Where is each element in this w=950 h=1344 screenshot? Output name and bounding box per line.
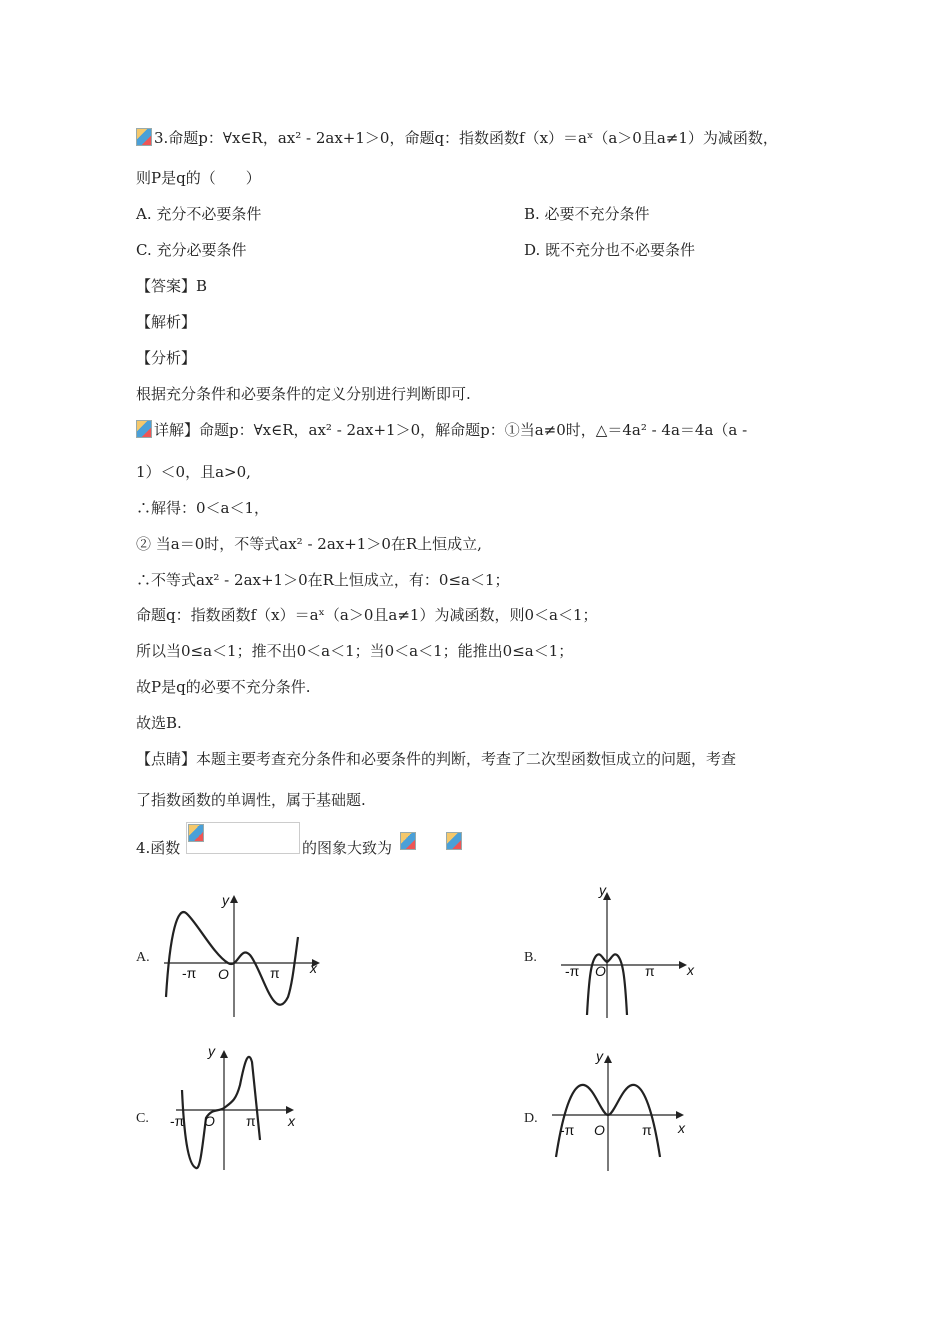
neg-pi-label: -π bbox=[182, 965, 197, 981]
neg-pi-label: -π bbox=[560, 1122, 575, 1138]
q3-analysis: 根据充分条件和必要条件的定义分别进行判断即可. bbox=[136, 385, 471, 403]
q3-detail-line: 详解】命题p：∀x∈R，ax² - 2ax+1＞0，解命题p：①当a≠0时，△＝4a² - 4a＝4a（a - bbox=[136, 420, 747, 440]
image-placeholder-icon bbox=[136, 128, 152, 146]
graph-c bbox=[170, 1040, 310, 1175]
q4-option-b: B. bbox=[524, 950, 537, 965]
origin-label: O bbox=[218, 966, 229, 982]
q3-detail-line: 故P是q的必要不充分条件. bbox=[136, 678, 311, 696]
pi-label: π bbox=[642, 1122, 652, 1138]
x-label: x bbox=[310, 960, 317, 976]
q4-option-c: C. bbox=[136, 1111, 149, 1126]
q4-stem-prefix: 4.函数 bbox=[136, 839, 181, 857]
q4-option-a: A. bbox=[136, 950, 150, 965]
q3-detail-line: 1）＜0，且a>0, bbox=[136, 463, 251, 481]
image-placeholder-icon bbox=[400, 832, 416, 850]
q4-stem-suffix: 的图象大致为 bbox=[302, 839, 393, 857]
broken-image-icon bbox=[136, 420, 152, 438]
x-label: x bbox=[678, 1120, 685, 1136]
origin-label: O bbox=[204, 1113, 215, 1129]
pi-label: π bbox=[270, 965, 280, 981]
q3-option-c: C. 充分必要条件 bbox=[136, 241, 247, 259]
pi-label: π bbox=[645, 963, 655, 979]
q3-detail-line: 所以当0≤a＜1；推不出0＜a＜1；当0＜a＜1；能推出0≤a＜1； bbox=[136, 642, 574, 660]
q3-stem-line2: 则P是q的（ ） bbox=[136, 169, 261, 187]
y-label: y bbox=[208, 1043, 215, 1059]
q3-option-a: A. 充分不必要条件 bbox=[136, 205, 262, 223]
pi-label: π bbox=[246, 1113, 256, 1129]
q3-detail-line: ∴不等式ax² - 2ax+1＞0在R上恒成立，有：0≤a＜1； bbox=[136, 571, 510, 589]
neg-pi-label: -π bbox=[565, 963, 580, 979]
q3-jiexi-heading: 【解析】 bbox=[136, 313, 197, 331]
y-label: y bbox=[599, 882, 606, 898]
q3-dianjing-line2: 了指数函数的单调性，属于基础题. bbox=[136, 791, 366, 809]
q3-answer: 【答案】B bbox=[136, 277, 208, 295]
q3-stem-line1: 3.命题p：∀x∈R，ax² - 2ax+1＞0，命题q：指数函数f（x）＝aˣ（a＞0且a≠1）为减函数， bbox=[136, 128, 778, 148]
x-label: x bbox=[288, 1113, 295, 1129]
curve-a bbox=[166, 912, 298, 1005]
q3-option-d: D. 既不充分也不必要条件 bbox=[524, 241, 696, 259]
image-placeholder-icon bbox=[188, 824, 204, 842]
q3-detail-line: ② 当a＝0时，不等式ax² - 2ax+1＞0在R上恒成立, bbox=[136, 535, 482, 553]
origin-label: O bbox=[595, 963, 606, 979]
q3-option-b: B. 必要不充分条件 bbox=[524, 205, 650, 223]
neg-pi-label: -π bbox=[170, 1113, 185, 1129]
graph-a bbox=[150, 885, 330, 1025]
q3-dianjing-line1: 【点睛】本题主要考查充分条件和必要条件的判断，考查了二次型函数恒成立的问题，考查 bbox=[136, 750, 737, 768]
q4-option-d: D. bbox=[524, 1111, 538, 1126]
q3-detail-line: 命题q：指数函数f（x）＝aˣ（a＞0且a≠1）为减函数，则0＜a＜1； bbox=[136, 606, 598, 624]
y-axis-arrow bbox=[220, 1050, 228, 1058]
x-label: x bbox=[687, 962, 694, 978]
formula-image-placeholder bbox=[186, 822, 300, 854]
graph-d bbox=[550, 1045, 700, 1175]
q3-fenxi-heading: 【分析】 bbox=[136, 349, 197, 367]
x-axis-arrow bbox=[679, 961, 687, 969]
y-label: y bbox=[596, 1048, 603, 1064]
y-axis-arrow bbox=[604, 1055, 612, 1063]
graph-b bbox=[555, 880, 705, 1025]
q3-detail-line: 故选B. bbox=[136, 714, 182, 732]
image-placeholder-icon bbox=[446, 832, 462, 850]
y-label: y bbox=[222, 892, 229, 908]
x-axis-arrow bbox=[676, 1111, 684, 1119]
origin-label: O bbox=[594, 1122, 605, 1138]
q3-detail-line: ∴解得：0＜a＜1， bbox=[136, 499, 270, 517]
y-axis-arrow bbox=[230, 895, 238, 903]
